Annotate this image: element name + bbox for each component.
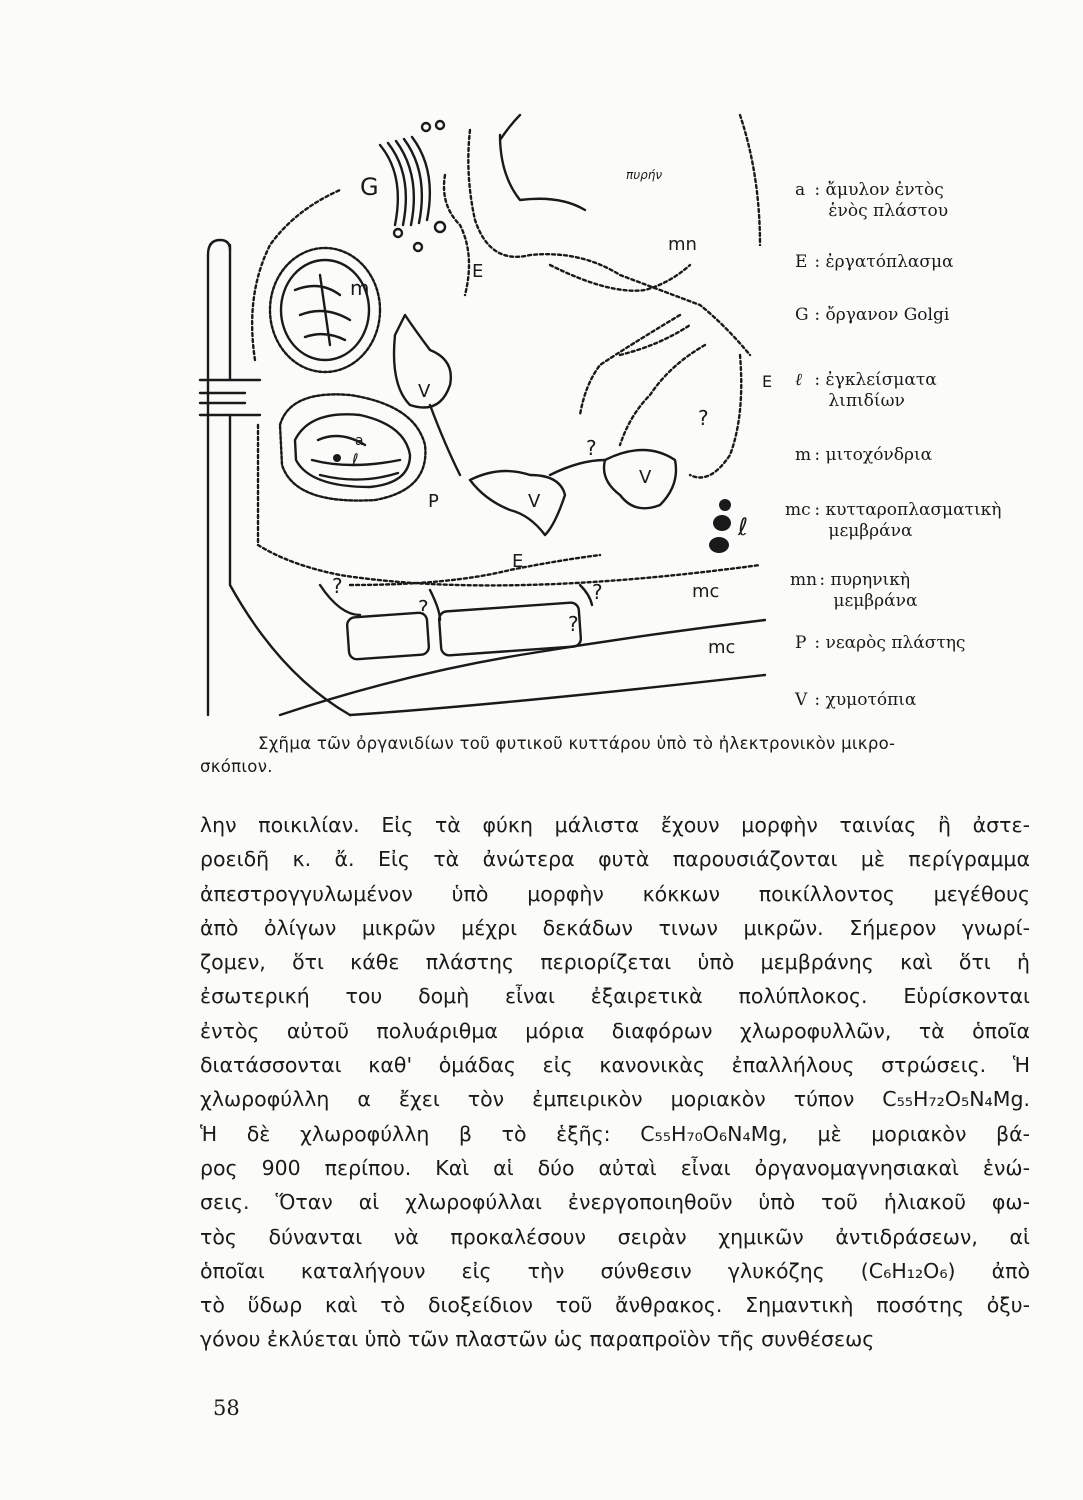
text-line: τὸ ὕδωρ καὶ τὸ διοξείδιον τοῦ ἄνθρακος. Σημαντικὴ ποσότης ὀξυ- [200, 1293, 1030, 1318]
text-line: διατάσσονται καθ' ὁμάδας εἰς κανονικὰς ἐπαλλήλους στρώσεις. Ἡ [200, 1053, 1030, 1078]
label-vac2: V [528, 491, 541, 512]
lipid-in-plastid [333, 454, 341, 462]
caption-line: σκόπιον. [200, 757, 273, 776]
legend-key: E [795, 252, 808, 272]
label-nucleus: πυρήν [626, 168, 663, 182]
cell-wall-left-lower [230, 415, 350, 715]
label-q1: ? [698, 406, 709, 430]
legend-key: P [795, 633, 807, 653]
legend-text [814, 180, 948, 222]
text-line: χλωροφύλλη α ἔχει τὸν ἐμπειρικὸν μοριακὸν τύπον C₅₅H₇₂O₅N₄Mg. [200, 1087, 1030, 1112]
legend-text-line1: : ἐργατόπλασμα [814, 252, 954, 272]
label-cell-mem2: mc [708, 637, 736, 658]
label-q5: ? [592, 580, 603, 604]
figure-caption [200, 732, 1035, 778]
legend-text-line2: μεμβράνα [833, 591, 918, 611]
legend-key: V [795, 690, 808, 710]
nuclear-membrane-inner [500, 115, 585, 210]
legend-item-V [795, 690, 1075, 711]
legend-text-line1: : νεαρὸς πλάστης [814, 633, 966, 653]
er-strand-4 [620, 345, 705, 445]
legend-text [819, 570, 917, 612]
label-lipid-out: ℓ [738, 513, 748, 541]
legend-text [814, 500, 1001, 542]
legend-key: a [795, 180, 806, 200]
text-line: σεις. Ὅταν αἱ χλωροφύλλαι ἐνεργοποιηθοῦν ὑπὸ τοῦ ἡλιακοῦ φω- [200, 1190, 1030, 1215]
cell-diagram [200, 115, 773, 715]
vacuole-2 [470, 471, 565, 535]
mitochondrion-cristae [295, 275, 350, 345]
golgi-vesicle-3 [394, 229, 402, 237]
lipid-droplet-3 [719, 499, 731, 511]
legend-text-line1: : ὄργανον Golgi [814, 305, 950, 325]
nuclear-membrane-outer [468, 130, 750, 355]
text-line: ἐσωτερική του δομὴ εἶναι ἐξαιρετικὰ πολύπλοκος. Εὑρίσκονται [200, 984, 1030, 1009]
wall-connections [320, 585, 592, 620]
label-plastid: P [428, 491, 439, 512]
legend-text-line1: : χυμοτόπια [814, 690, 917, 710]
label-er-right: E [762, 372, 773, 391]
plastid-outer [280, 394, 425, 500]
legend-item-G [795, 305, 1075, 326]
text-line: τὸς δύνανται νὰ προκαλέσουν σειρὰν χημικῶν ἀντιδράσεων, αἱ [200, 1224, 1030, 1249]
legend-item-P [795, 633, 1075, 654]
text-line: ρος 900 περίπου. Καὶ αἱ δύο αὐταὶ εἶναι ὀργανομαγνησιακαὶ ἑνώ- [200, 1155, 1030, 1180]
plasmodesma-bottom-1 [347, 612, 430, 659]
label-golgi: G [360, 173, 379, 201]
caption-line: Σχῆμα τῶν ὀργανιδίων τοῦ φυτικοῦ κυττάρου ὑπὸ τὸ ἠλεκτρονικὸν μικρο- [258, 734, 896, 753]
golgi-vesicle-4 [436, 121, 444, 129]
label-vac3: V [639, 467, 652, 488]
text-line: ἐντὸς αὐτοῦ πολυάριθμα μόρια διαφόρων χλωροφυλλῶν, τὰ ὁποῖα [200, 1018, 1030, 1043]
legend-text-line1: : πυρηνικὴ [819, 570, 911, 590]
legend-text-line1: : κυτταροπλασματικὴ [814, 500, 1002, 520]
label-nuc-mem: mn [668, 234, 697, 255]
text-line: ἀπεστρογγυλωμένον ὑπὸ μορφὴν κόκκων ποικίλλοντος μεγέθους [200, 881, 1030, 906]
label-lipid-in: ℓ [352, 450, 359, 469]
page-number: 58 [213, 1396, 240, 1420]
legend-text-line2: μεμβράνα [828, 521, 913, 541]
er-strand-2 [550, 265, 690, 291]
nuclear-membrane-right [740, 115, 760, 245]
legend-key: ℓ [795, 370, 803, 390]
text-line: λην ποικιλίαν. Εἰς τὰ φύκη μάλιστα ἔχουν μορφὴν ταινίας ἢ ἀστε- [200, 813, 1030, 837]
label-starch: a [355, 433, 364, 449]
lipid-droplet-1 [713, 515, 731, 531]
legend-text-line1: : μιτοχόνδρια [814, 445, 933, 465]
legend-item-mn [790, 570, 1070, 612]
label-mito: m [350, 276, 370, 300]
cell-diagram-svg [200, 115, 773, 715]
legend-key: mn [790, 570, 818, 590]
legend-item-m [795, 445, 1075, 466]
vacuole-connections [430, 405, 605, 475]
legend-text-line1: : ἄμυλον ἐντὸς [814, 180, 944, 200]
legend-key: G [795, 305, 809, 325]
label-q4: ? [418, 596, 429, 620]
golgi-vesicle-1 [435, 222, 445, 232]
legend-item-mc [785, 500, 1065, 542]
label-er-bottom: E [512, 551, 524, 572]
plasmodesma-bottom-2 [439, 602, 582, 656]
label-cell-mem1: mc [692, 581, 720, 602]
label-er-top: E [472, 261, 484, 282]
cell-wall-left-top [208, 240, 230, 255]
legend-text-line2: λιπιδίων [828, 391, 905, 411]
legend-text-line1: : ἐγκλείσματα [814, 370, 937, 390]
legend-key: mc [785, 500, 811, 520]
legend-text-line2: ἑνὸς πλάστου [828, 201, 949, 221]
lipid-droplet-2 [709, 537, 729, 553]
legend-item-E [795, 252, 1075, 273]
text-line: ζομεν, ὅτι κάθε πλάστης περιορίζεται ὑπὸ μεμβράνης καὶ ὅτι ἡ [200, 950, 1030, 975]
legend-item-a [795, 180, 1075, 222]
cell-wall-bottom-lower [350, 675, 765, 715]
label-vac1: V [418, 381, 431, 402]
text-line: ροειδῆ κ. ἄ. Εἰς τὰ ἀνώτερα φυτὰ παρουσιάζονται μὲ περίγραμμα [200, 847, 1030, 872]
text-line: ἀπὸ ὀλίγων μικρῶν μέχρι δεκάδων τινων μικρῶν. Σήμερον γνωρί- [200, 915, 1030, 940]
text-line: γόνου ἐκλύεται ὑπὸ τῶν πλαστῶν ὡς παραπροϊὸν τῆς συνθέσεως [200, 1327, 875, 1352]
er-strand-1 [444, 175, 469, 295]
er-strand-3 [580, 315, 690, 415]
label-q2: ? [586, 436, 597, 460]
legend-item-l [795, 370, 1075, 412]
body-paragraph [200, 808, 1030, 1357]
text-line: Ἡ δὲ χλωροφύλλη β τὸ ἑξῆς: C₅₅H₇₀O₆N₄Mg, μὲ μοριακὸν βά- [200, 1121, 1030, 1146]
golgi-vesicle-5 [422, 123, 430, 131]
text-line: ὁποῖαι καταλήγουν εἰς τὴν σύνθεσιν γλυκόζης (C₆H₁₂O₆) ἀπὸ [200, 1258, 1030, 1283]
cell-membrane-bottom [258, 425, 760, 585]
label-q3: ? [332, 574, 343, 598]
legend-key: m [795, 445, 812, 465]
golgi-stack [380, 137, 430, 225]
legend-text [814, 370, 936, 412]
golgi-vesicle-2 [414, 243, 422, 251]
label-q6: ? [568, 612, 579, 636]
